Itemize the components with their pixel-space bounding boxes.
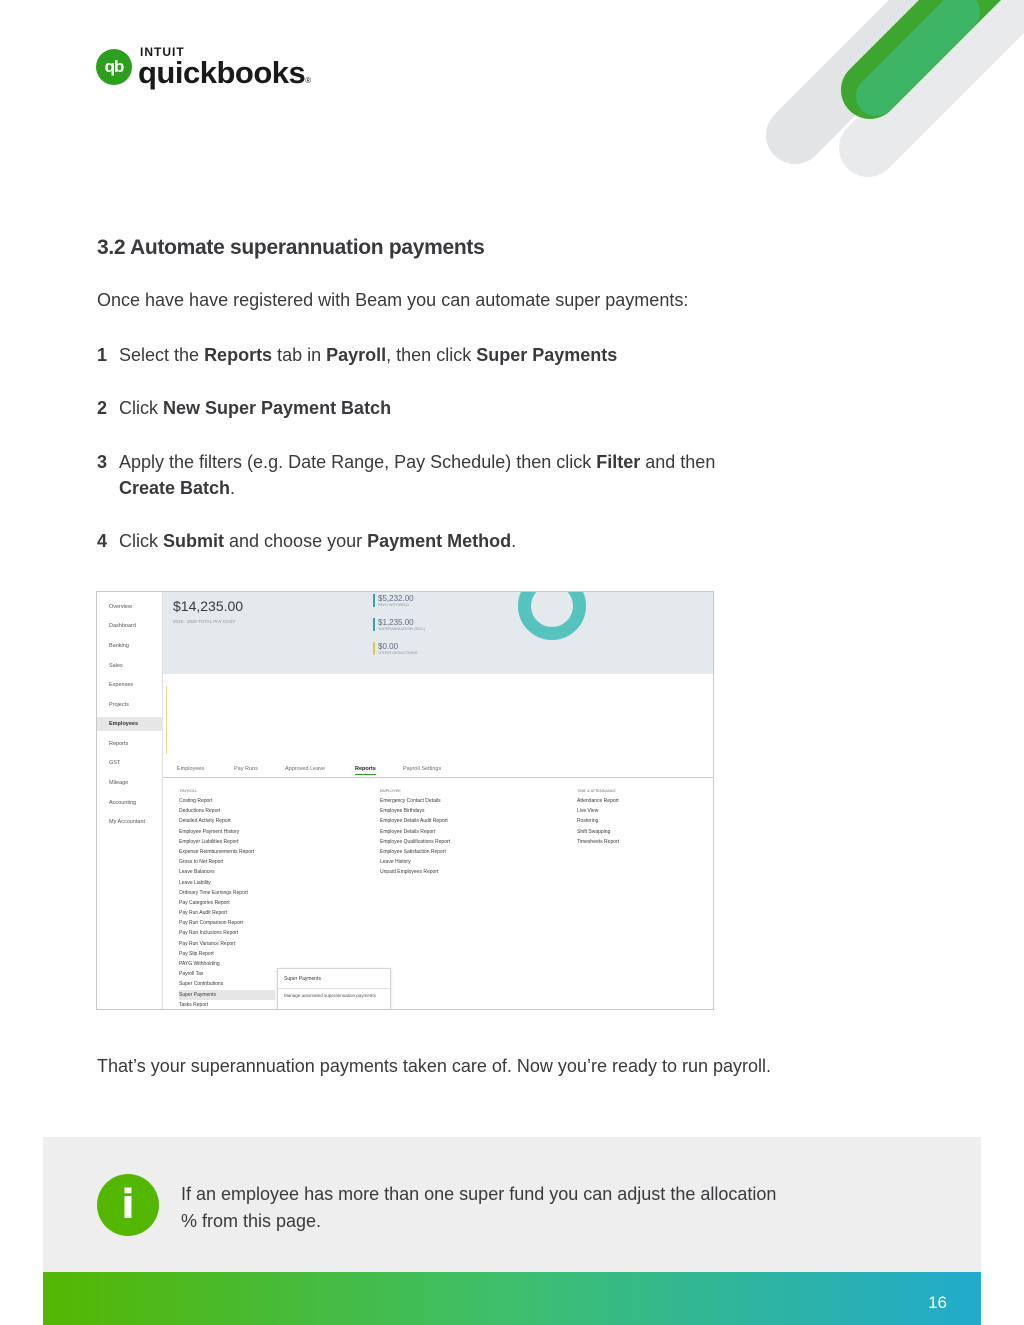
tab-pay-runs[interactable]: Pay Runs xyxy=(234,766,258,772)
sidebar-item-accounting[interactable]: Accounting xyxy=(109,800,137,806)
kpi-value: $5,232.00 xyxy=(378,594,414,603)
report-link[interactable]: Employee Satisfaction Report xyxy=(380,848,446,855)
super-payments-tooltip xyxy=(277,968,391,1010)
step-bold: Filter xyxy=(596,452,641,472)
report-link[interactable]: Pay Slip Report xyxy=(179,950,214,957)
report-link[interactable]: Super Contributions xyxy=(179,981,224,988)
report-link[interactable]: Leave History xyxy=(380,859,411,866)
tooltip-description: Manage automated superannuation payments xyxy=(284,993,376,998)
sidebar-item-sales[interactable]: Sales xyxy=(109,663,123,669)
step-bold: Payment Method xyxy=(367,531,512,551)
payroll-tabs xyxy=(163,762,714,778)
step-bold: Reports xyxy=(204,345,273,365)
report-link[interactable]: Live View xyxy=(577,808,599,815)
payroll-reports-screenshot xyxy=(96,591,714,1010)
employee-report-list xyxy=(380,796,450,878)
report-link[interactable]: Pay Run Inclusions Report xyxy=(179,930,239,937)
tab-reports[interactable]: Reports xyxy=(355,766,376,775)
tooltip-title: Super Payments xyxy=(284,976,321,982)
report-link[interactable]: Attendance Report xyxy=(577,798,619,804)
logo-wordmark-group xyxy=(138,46,311,88)
step-number: 2 xyxy=(97,398,108,418)
report-link[interactable]: Leave Liability xyxy=(179,879,211,886)
info-callout xyxy=(43,1137,981,1272)
step-bold: Submit xyxy=(163,531,224,551)
page-number: 16 xyxy=(928,1293,947,1312)
report-link[interactable]: Emergency Contact Details xyxy=(380,798,441,804)
pay-breakdown-donut xyxy=(518,591,586,640)
report-link[interactable]: Tasks Report xyxy=(179,1001,209,1008)
report-link[interactable]: PAYG Withholding xyxy=(179,961,220,967)
tab-approved-leave[interactable]: Approved Leave xyxy=(285,766,326,772)
sidebar-item-expenses[interactable]: Expenses xyxy=(109,682,134,688)
step-bold: New Super Payment Batch xyxy=(163,398,392,418)
sidebar-item-gst[interactable]: GST xyxy=(109,760,121,766)
step-text: and choose your xyxy=(224,531,368,551)
step-3 xyxy=(97,449,777,501)
sidebar-item-reports[interactable]: Reports xyxy=(109,741,129,747)
report-link[interactable]: Pay Run Comparison Report xyxy=(179,920,243,927)
decorative-stripes xyxy=(740,0,1024,200)
report-link[interactable]: Employee Qualifications Report xyxy=(380,838,451,845)
quickbooks-logo xyxy=(96,46,311,88)
report-link[interactable]: Gross to Net Report xyxy=(179,859,224,866)
report-link[interactable]: Employee Birthdays xyxy=(380,808,425,815)
info-text: If an employee has more than one super fund you can adjust the allocation % from this page. xyxy=(181,1184,777,1231)
report-link[interactable]: Deductions Report xyxy=(179,808,221,815)
info-icon: i xyxy=(97,1174,159,1236)
kpi-label: OTHER DEDUCTIONS xyxy=(378,651,418,655)
tab-employees[interactable]: Employees xyxy=(177,766,205,772)
report-link[interactable]: Leave Balances xyxy=(179,869,215,876)
step-bold: Payroll xyxy=(326,345,387,365)
report-link[interactable]: Costing Report xyxy=(179,798,213,804)
quickbooks-logo-mark: qb xyxy=(96,49,132,85)
step-bold: Super Payments xyxy=(476,345,618,365)
report-link[interactable]: Shift Swapping xyxy=(577,828,611,835)
sidebar-item-employees[interactable]: Employees xyxy=(97,717,163,731)
total-pay-cost-label: 2019 - 2020 TOTAL PAY COST xyxy=(173,619,236,624)
report-link[interactable]: Pay Categories Report xyxy=(179,899,230,906)
payroll-column-heading: PAYROLL xyxy=(180,789,197,793)
report-link[interactable]: Pay Run Variance Report xyxy=(179,940,236,947)
report-link-super-payments[interactable]: Super Payments xyxy=(179,990,275,1000)
step-number: 3 xyxy=(97,452,108,472)
kpi-value: $1,235.00 xyxy=(378,618,414,627)
report-link[interactable]: Pay Run Audit Report xyxy=(179,910,228,917)
report-link[interactable]: Employee Details Audit Report xyxy=(380,818,448,825)
tooltip-divider xyxy=(278,988,390,989)
step-text: tab in xyxy=(272,345,327,365)
step-text: Apply the filters (e.g. Date Range, Pay Schedule) then click xyxy=(119,452,597,472)
step-bold: Create Batch xyxy=(119,478,231,498)
total-pay-cost: $14,235.00 xyxy=(173,598,244,614)
step-4 xyxy=(97,528,777,554)
intro-text: Once have have registered with Beam you can automate super payments: xyxy=(97,290,689,310)
sidebar-item-my-accountant[interactable]: My Accountant xyxy=(109,819,146,825)
step-text: . xyxy=(511,531,517,551)
logo-wordmark xyxy=(138,57,311,88)
closing-text: That’s your superannuation payments taken care of. Now you’re ready to run payroll. xyxy=(97,1056,772,1076)
logo-registered-mark: ® xyxy=(305,76,311,85)
report-link[interactable]: Employee Details Report xyxy=(380,828,436,835)
kpi-superannuation xyxy=(373,618,425,631)
report-link[interactable]: Unpaid Employees Report xyxy=(380,869,439,876)
report-link[interactable]: Employer Liabilities Report xyxy=(179,838,239,845)
step-1 xyxy=(97,342,777,368)
report-link[interactable]: Rostering xyxy=(577,818,599,825)
step-text: Click xyxy=(119,531,163,551)
sidebar-item-projects[interactable]: Projects xyxy=(109,702,129,708)
report-link[interactable]: Employee Payment History xyxy=(179,828,240,835)
kpi-value: $0.00 xyxy=(378,642,399,651)
kpi-label: PAYG WITHHELD xyxy=(378,603,409,607)
page-footer xyxy=(43,1272,981,1325)
kpi-payg-withheld xyxy=(373,594,414,607)
report-link[interactable]: Expense Reimbursements Report xyxy=(179,848,255,855)
sidebar-item-overview[interactable]: Overview xyxy=(109,604,132,610)
section-heading: 3.2 Automate superannuation payments xyxy=(97,236,485,259)
step-number: 4 xyxy=(97,531,108,551)
tab-payroll-settings[interactable]: Payroll Settings xyxy=(403,766,442,772)
time-report-list xyxy=(577,796,619,847)
step-number: 1 xyxy=(97,345,108,365)
payroll-report-list xyxy=(179,796,275,1010)
step-text: , then click xyxy=(386,345,477,365)
logo-wordmark-text: quickbooks xyxy=(138,55,306,90)
step-text: Click xyxy=(119,398,163,418)
step-text: Select the xyxy=(119,345,205,365)
sidebar-item-banking[interactable]: Banking xyxy=(109,643,129,649)
report-link[interactable]: Detailed Activity Report xyxy=(179,818,231,825)
report-link[interactable]: Ordinary Time Earnings Report xyxy=(179,889,248,896)
employee-column-heading: EMPLOYEE xyxy=(380,789,401,793)
time-column-heading: TIME & ATTENDANCE xyxy=(577,789,616,793)
step-2 xyxy=(97,395,777,421)
logo-intuit-text: INTUIT xyxy=(140,45,185,59)
sidebar-item-mileage[interactable]: Mileage xyxy=(109,780,129,786)
report-link[interactable]: Timesheets Report xyxy=(577,838,620,845)
app-sidebar xyxy=(97,592,163,1009)
kpi-other-deductions xyxy=(373,642,417,655)
step-text: and then xyxy=(640,452,716,472)
report-link[interactable]: Payroll Tax xyxy=(179,971,204,978)
sidebar-item-dashboard[interactable]: Dashboard xyxy=(109,623,136,629)
kpi-label: SUPERANNUATION (SGC) xyxy=(378,627,425,631)
divider-line xyxy=(166,686,167,754)
step-text: . xyxy=(230,478,236,498)
payroll-summary-panel xyxy=(163,592,714,674)
